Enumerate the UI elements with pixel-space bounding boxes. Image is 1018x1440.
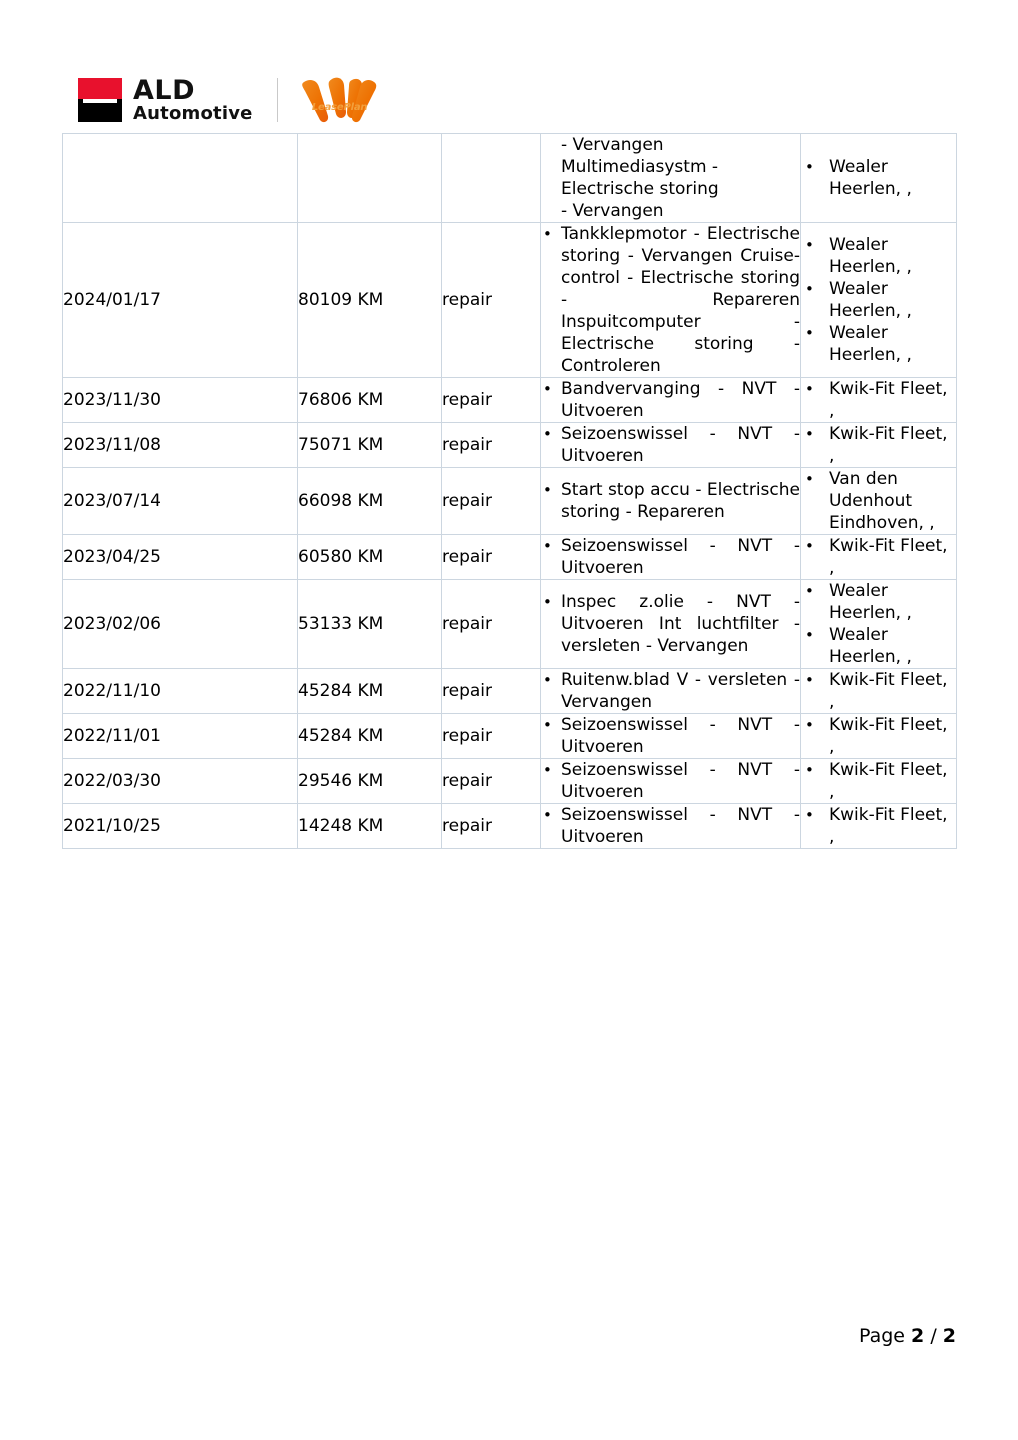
cell-vendor — [801, 134, 957, 223]
page-total: 2 — [942, 1325, 956, 1347]
cell-type: repair — [442, 468, 541, 535]
vendor-item: • Kwik-Fit Fleet, , — [801, 714, 956, 758]
cell-odometer: 45284 KM — [298, 714, 442, 759]
logo-divider — [277, 78, 278, 122]
vendor-item: • Wealer Heerlen, , — [801, 580, 956, 624]
description-list — [541, 714, 800, 758]
cell-vendor — [801, 423, 957, 468]
cell-description — [541, 669, 801, 714]
cell-date — [63, 134, 298, 223]
leaseplan-w-logo-icon — [298, 76, 382, 124]
table-row — [63, 468, 957, 535]
cell-odometer: 29546 KM — [298, 759, 442, 804]
vendor-list — [801, 669, 956, 713]
vendor-list — [801, 535, 956, 579]
cell-type: repair — [442, 223, 541, 378]
vendor-item: • Wealer Heerlen, , — [801, 322, 956, 366]
description-list — [541, 223, 800, 377]
description-item: • Start stop accu - Electrische storing - Repareren — [541, 479, 800, 523]
cell-description — [541, 223, 801, 378]
description-list — [541, 591, 800, 657]
table-row — [63, 535, 957, 580]
cell-type: repair — [442, 759, 541, 804]
table-row — [63, 580, 957, 669]
vendor-item: • Kwik-Fit Fleet, , — [801, 535, 956, 579]
vendor-item: • Wealer Heerlen, , — [801, 234, 956, 278]
cell-type: repair — [442, 580, 541, 669]
description-list — [541, 378, 800, 422]
cell-type: repair — [442, 535, 541, 580]
description-item: • Seizoenswissel - NVT - Uitvoeren — [541, 759, 800, 803]
cell-description — [541, 714, 801, 759]
ald-brand-name: ALD — [133, 74, 196, 106]
ald-automotive-logo — [78, 74, 253, 124]
table-row — [63, 223, 957, 378]
vendor-list — [801, 234, 956, 366]
description-item: • Seizoenswissel - NVT - Uitvoeren — [541, 423, 800, 467]
table-row — [63, 759, 957, 804]
table-row — [63, 378, 957, 423]
description-item: • Inspec z.olie - NVT - Uitvoeren Int luchtfilter - versleten - Vervangen — [541, 591, 800, 657]
description-line: Multimediasystm - — [561, 157, 719, 177]
service-history-table — [62, 133, 957, 849]
cell-date: 2023/04/25 — [63, 535, 298, 580]
cell-type: repair — [442, 714, 541, 759]
description-line: - Vervangen — [561, 201, 664, 221]
vendor-item: • Wealer Heerlen, , — [801, 156, 956, 200]
vendor-item: • Wealer Heerlen, , — [801, 624, 956, 668]
cell-vendor — [801, 468, 957, 535]
cell-vendor — [801, 669, 957, 714]
cell-date: 2023/07/14 — [63, 468, 298, 535]
cell-vendor — [801, 535, 957, 580]
cell-description — [541, 580, 801, 669]
description-item: • Ruitenw.blad V - versleten - Vervangen — [541, 669, 800, 713]
cell-vendor — [801, 580, 957, 669]
description-list — [541, 479, 800, 523]
description-list — [541, 423, 800, 467]
cell-date: 2022/03/30 — [63, 759, 298, 804]
vendor-item: • Kwik-Fit Fleet, , — [801, 669, 956, 713]
vendor-list — [801, 378, 956, 422]
table-row — [63, 423, 957, 468]
page-label: Page — [858, 1325, 905, 1347]
vendor-list — [801, 804, 956, 848]
description-item: • Bandvervanging - NVT - Uitvoeren — [541, 378, 800, 422]
vendor-list — [801, 156, 956, 200]
ald-brand-subtitle: Automotive — [133, 102, 253, 124]
cell-type: repair — [442, 804, 541, 849]
service-history-body — [63, 134, 957, 849]
cell-date: 2023/02/06 — [63, 580, 298, 669]
cell-odometer — [298, 134, 442, 223]
vendor-item: • Kwik-Fit Fleet, , — [801, 759, 956, 803]
vendor-item: • Wealer Heerlen, , — [801, 278, 956, 322]
vendor-list — [801, 468, 956, 534]
description-line: - Vervangen — [561, 135, 664, 155]
cell-type: repair — [442, 423, 541, 468]
cell-description — [541, 378, 801, 423]
cell-description — [541, 423, 801, 468]
description-item: • Tankklepmotor - Electrische storing - Vervangen Cruise-control - Electrische storing - Repareren Inspuitcomputer - Electrische storing - Controleren — [541, 223, 800, 377]
cell-description — [541, 468, 801, 535]
ald-square-logo-icon — [78, 78, 122, 122]
cell-description — [541, 134, 801, 223]
vendor-list — [801, 759, 956, 803]
cell-odometer: 66098 KM — [298, 468, 442, 535]
cell-vendor — [801, 759, 957, 804]
description-list — [541, 759, 800, 803]
cell-odometer: 14248 KM — [298, 804, 442, 849]
vendor-list — [801, 714, 956, 758]
description-line: Electrische storing — [561, 179, 719, 199]
cell-vendor — [801, 804, 957, 849]
cell-date: 2024/01/17 — [63, 223, 298, 378]
vendor-item: • Kwik-Fit Fleet, , — [801, 378, 956, 422]
table-row — [63, 714, 957, 759]
cell-odometer: 75071 KM — [298, 423, 442, 468]
cell-type: repair — [442, 378, 541, 423]
cell-type — [442, 134, 541, 223]
page-current: 2 — [911, 1325, 925, 1347]
cell-date: 2023/11/30 — [63, 378, 298, 423]
cell-date: 2022/11/10 — [63, 669, 298, 714]
cell-date: 2023/11/08 — [63, 423, 298, 468]
vendor-item: • Kwik-Fit Fleet, , — [801, 423, 956, 467]
cell-description — [541, 804, 801, 849]
description-list — [541, 804, 800, 848]
description-item: • Seizoenswissel - NVT - Uitvoeren — [541, 535, 800, 579]
cell-odometer: 80109 KM — [298, 223, 442, 378]
vendor-item: • Kwik-Fit Fleet, , — [801, 804, 956, 848]
cell-odometer: 60580 KM — [298, 535, 442, 580]
table-row — [63, 804, 957, 849]
leaseplan-logo — [298, 76, 382, 124]
document-header — [78, 70, 382, 130]
cell-vendor — [801, 714, 957, 759]
description-list — [541, 535, 800, 579]
description-list — [541, 669, 800, 713]
cell-description — [541, 535, 801, 580]
table-row — [63, 669, 957, 714]
cell-vendor — [801, 223, 957, 378]
cell-type: repair — [442, 669, 541, 714]
page-number-footer — [859, 1325, 956, 1347]
cell-odometer: 45284 KM — [298, 669, 442, 714]
cell-description — [541, 759, 801, 804]
vendor-list — [801, 580, 956, 668]
cell-odometer: 53133 KM — [298, 580, 442, 669]
cell-date: 2022/11/01 — [63, 714, 298, 759]
page-separator: / — [930, 1325, 937, 1347]
description-item: • Seizoenswissel - NVT - Uitvoeren — [541, 714, 800, 758]
cell-odometer: 76806 KM — [298, 378, 442, 423]
vendor-item: • Van den Udenhout Eindhoven, , — [801, 468, 956, 534]
cell-date: 2021/10/25 — [63, 804, 298, 849]
cell-vendor — [801, 378, 957, 423]
table-row — [63, 134, 957, 223]
leaseplan-wordmark: LeasePlan — [311, 102, 368, 113]
vendor-list — [801, 423, 956, 467]
description-item: • Seizoenswissel - NVT - Uitvoeren — [541, 804, 800, 848]
